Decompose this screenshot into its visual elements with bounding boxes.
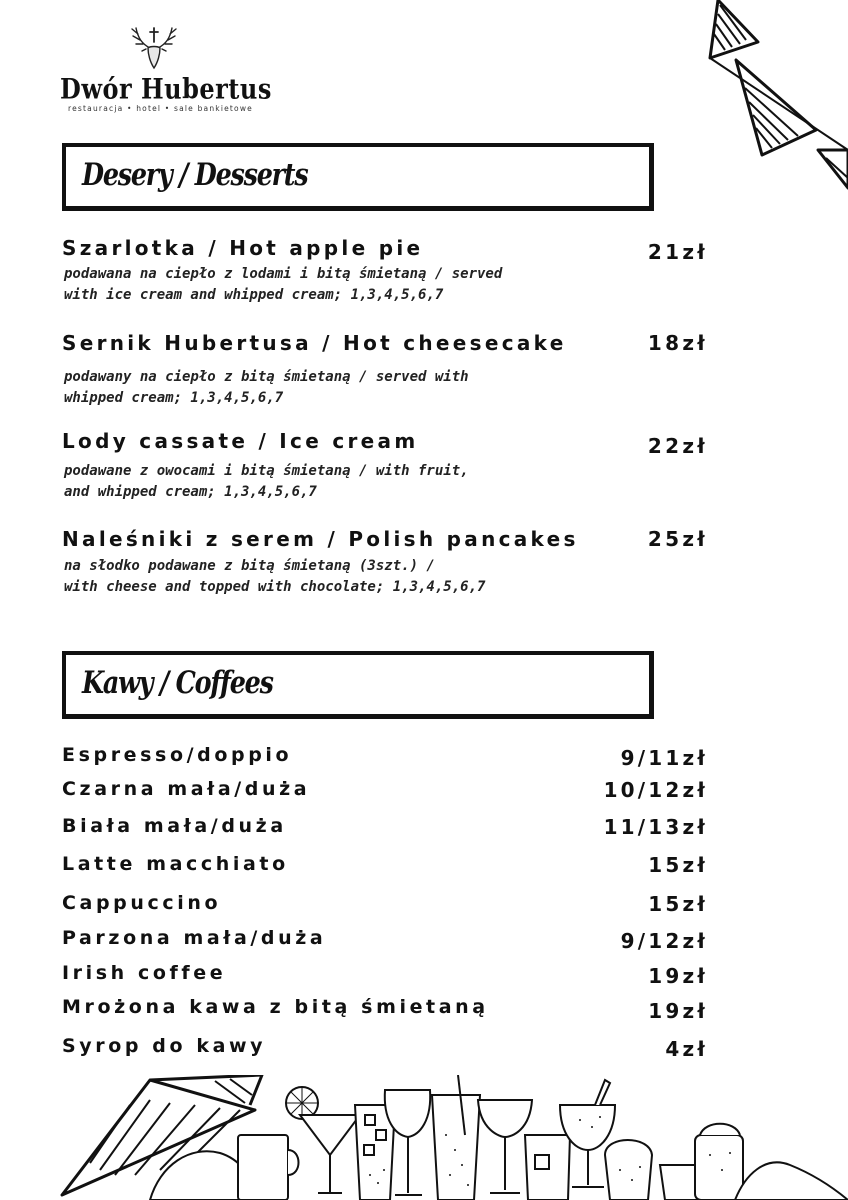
dessert-price: 21zł xyxy=(647,240,708,264)
dessert-description xyxy=(64,461,604,503)
desserts-title: Desery / Desserts xyxy=(82,157,308,193)
stag-head-cross-icon xyxy=(128,24,180,70)
coffee-name: Czarna mała/duża xyxy=(62,778,311,800)
dessert-description-line: podawane z owocami i bitą śmietaną / with fruit, xyxy=(64,463,469,479)
coffee-name: Irish coffee xyxy=(62,962,227,984)
dessert-description-line: na słodko podawane z bitą śmietaną (3szt.) / xyxy=(64,558,435,574)
drinks-glasses-illustration xyxy=(0,1075,848,1200)
dessert-description-line: and whipped cream; 1,3,4,5,6,7 xyxy=(64,484,317,500)
dessert-name: Szarlotka / Hot apple pie xyxy=(62,236,424,260)
bunting-flags-icon xyxy=(648,0,848,190)
coffee-price: 9/11zł xyxy=(620,746,708,770)
dessert-description-line: whipped cream; 1,3,4,5,6,7 xyxy=(64,390,284,406)
coffee-price: 19zł xyxy=(648,999,708,1023)
coffee-name: Parzona mała/duża xyxy=(62,927,327,949)
coffee-name: Cappuccino xyxy=(62,892,222,914)
dessert-description-line: with ice cream and whipped cream; 1,3,4,5,6,7 xyxy=(64,287,444,303)
dessert-name: Lody cassate / Ice cream xyxy=(62,429,419,453)
coffee-name: Latte macchiato xyxy=(62,853,289,875)
coffees-heading-box xyxy=(62,651,654,719)
coffee-price: 19zł xyxy=(648,964,708,988)
dessert-description xyxy=(64,556,604,598)
coffee-name: Espresso/doppio xyxy=(62,744,293,766)
coffee-price: 15zł xyxy=(648,892,708,916)
coffee-price: 11/13zł xyxy=(603,815,708,839)
dessert-description-line: podawany na ciepło z bitą śmietaną / served with xyxy=(64,369,469,385)
restaurant-tagline: restauracja • hotel • sale bankietowe xyxy=(68,104,253,113)
restaurant-name: Dwór Hubertus xyxy=(60,72,272,106)
dessert-description-line: podawana na ciepło z lodami i bitą śmietaną / served xyxy=(64,266,503,282)
dessert-price: 22zł xyxy=(647,434,708,458)
dessert-name: Sernik Hubertusa / Hot cheesecake xyxy=(62,331,567,355)
dessert-name: Naleśniki z serem / Polish pancakes xyxy=(62,527,579,551)
dessert-description-line: with cheese and topped with chocolate; 1,3,4,5,6,7 xyxy=(64,579,486,595)
coffee-price: 15zł xyxy=(648,853,708,877)
restaurant-logo xyxy=(58,24,272,124)
coffees-title: Kawy / Coffees xyxy=(82,665,273,701)
dessert-description xyxy=(64,367,604,409)
coffee-name: Mrożona kawa z bitą śmietaną xyxy=(62,996,489,1018)
coffee-price: 9/12zł xyxy=(620,929,708,953)
dessert-description xyxy=(64,264,604,306)
coffee-name: Syrop do kawy xyxy=(62,1035,267,1057)
coffee-price: 4zł xyxy=(665,1037,708,1061)
dessert-price: 18zł xyxy=(647,331,708,355)
coffee-name: Biała mała/duża xyxy=(62,815,287,837)
dessert-price: 25zł xyxy=(647,527,708,551)
coffee-price: 10/12zł xyxy=(603,778,708,802)
desserts-heading-box xyxy=(62,143,654,211)
